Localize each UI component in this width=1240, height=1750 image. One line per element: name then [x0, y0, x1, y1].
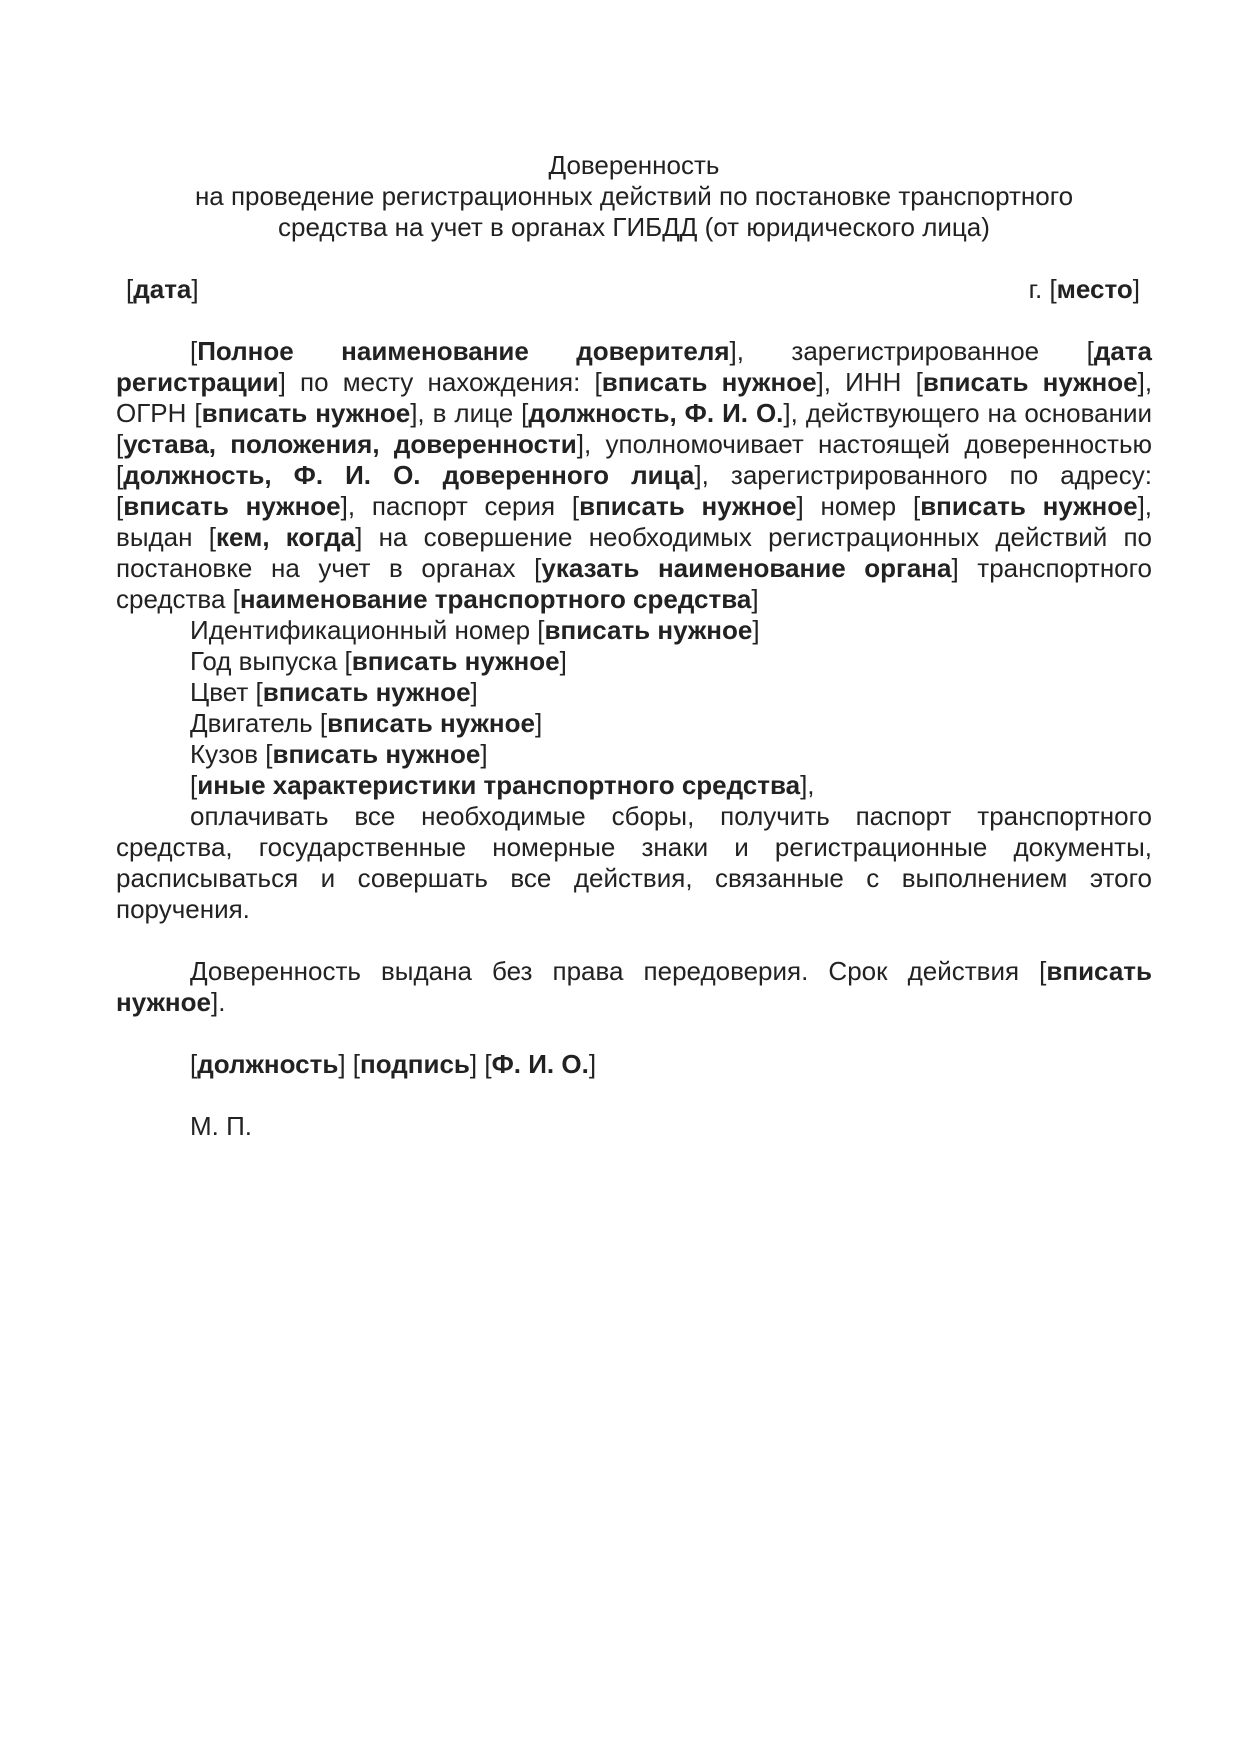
body-line: Кузов [вписать нужное]: [190, 739, 488, 769]
text-passport-series: паспорт серия: [371, 491, 556, 521]
date-field: [дата]: [126, 274, 199, 304]
issued-by-field: кем, когда: [215, 522, 356, 552]
title-line-2: на проведение регистрационных действий по постановке транспортного: [194, 181, 1074, 211]
color-field: вписать нужное: [262, 677, 471, 707]
body-field: вписать нужное: [272, 739, 481, 769]
title-line-1: Доверенность: [548, 150, 720, 180]
text-actions: на совершение необходимых регистрационных действий по постановке на учет в органах: [116, 522, 1153, 583]
validity-paragraph: Доверенность выдана без права передоверия. Срок действия [вписать нужное].: [116, 956, 1152, 1017]
engine-label: Двигатель: [190, 708, 313, 738]
color-line: Цвет [вписать нужное]: [190, 677, 478, 707]
text-issued: выдан: [116, 522, 193, 552]
vin-label: Идентификационный номер: [190, 615, 531, 645]
registration-date-field: дата регистрации: [116, 336, 1152, 397]
signature-sign-field: подпись: [360, 1049, 470, 1079]
text-inn: ИНН: [845, 367, 902, 397]
address-field: вписать нужное: [601, 367, 817, 397]
year-field: вписать нужное: [351, 646, 560, 676]
place-placeholder: место: [1056, 274, 1133, 304]
validity-text: Доверенность выдана без права передоверия. Срок действия: [190, 956, 1020, 986]
agent-field: должность, Ф. И. О. доверенного лица: [123, 460, 695, 490]
agent-address-field: вписать нужное: [123, 491, 341, 521]
text-acting: действующего на основании: [805, 398, 1153, 428]
signature-line: [должность] [подпись] [Ф. И. О.]: [190, 1049, 597, 1079]
text-agent-address: зарегистрированного по адресу:: [730, 460, 1152, 490]
document-page: [116, 150, 1152, 1142]
powers-paragraph: оплачивать все необходимые сборы, получить паспорт транспортного средства, государственные номерные знаки и регистрационные документы, расписываться и совершать все действия, связанные с выполнением этого поручения.: [116, 801, 1152, 924]
signature-position-field: должность: [197, 1049, 339, 1079]
position-fio-field: должность, Ф. И. О.: [528, 398, 784, 428]
main-paragraph: [Полное наименование доверителя], зарегистрированное [дата регистрации] по месту нахождения: [вписать нужное], ИНН [вписать нужное], ОГРН [вписать нужное], в лице [должность, Ф. И. О.], действующего на основании [устава, положения, доверенности], уполномочивает настоящей доверенностью [должность, Ф. И. О. доверенного лица], зарегистрированного по адресу: [вписать нужное], паспорт серия [вписать нужное] номер [вписать нужное], выдан [кем, когда] на совершение необходимых регистрационных действий по постановке на учет в органах [указать наименование органа] транспортного средства [наименование транспортного средства]: [116, 336, 1153, 614]
inn-field: вписать нужное: [922, 367, 1138, 397]
vehicle-name-field: наименование транспортного средства: [239, 584, 752, 614]
place-field: г. [место]: [1028, 274, 1140, 304]
signature-fio-field: Ф. И. О.: [491, 1049, 589, 1079]
text-number: номер: [820, 491, 897, 521]
engine-line: Двигатель [вписать нужное]: [190, 708, 543, 738]
text-represented: в лице: [432, 398, 514, 428]
other-chars-line: [иные характеристики транспортного средства],: [190, 770, 815, 800]
principal-name-field: Полное наименование доверителя: [197, 336, 730, 366]
color-label: Цвет: [190, 677, 249, 707]
authority-field: указать наименование органа: [541, 553, 952, 583]
text-vehicle: транспортного средства: [116, 553, 1153, 614]
title-line-3: средства на учет в органах ГИБДД (от юридического лица): [278, 212, 990, 242]
date-placeholder: дата: [133, 274, 192, 304]
vin-line: Идентификационный номер [вписать нужное]: [190, 615, 760, 645]
basis-field: устава, положения, доверенности: [123, 429, 577, 459]
body-label: Кузов: [190, 739, 259, 769]
engine-field: вписать нужное: [327, 708, 535, 738]
text-registered: зарегистрированное: [791, 336, 1040, 366]
document-title: [116, 150, 1152, 243]
text-authorizes: уполномочивает настоящей доверенностью: [605, 429, 1152, 459]
text-ogrn: ОГРН: [116, 398, 187, 428]
vin-field: вписать нужное: [544, 615, 753, 645]
city-prefix: г.: [1028, 274, 1043, 304]
stamp-place: М. П.: [190, 1111, 253, 1141]
ogrn-field: вписать нужное: [201, 398, 411, 428]
passport-number-field: вписать нужное: [920, 491, 1138, 521]
year-label: Год выпуска: [190, 646, 338, 676]
text-location: по месту нахождения:: [300, 367, 581, 397]
date-place-row: [116, 274, 1152, 305]
validity-field: вписать нужное: [116, 956, 1152, 1017]
year-line: Год выпуска [вписать нужное]: [190, 646, 567, 676]
passport-series-field: вписать нужное: [579, 491, 797, 521]
other-chars-field: иные характеристики транспортного средства: [197, 770, 801, 800]
